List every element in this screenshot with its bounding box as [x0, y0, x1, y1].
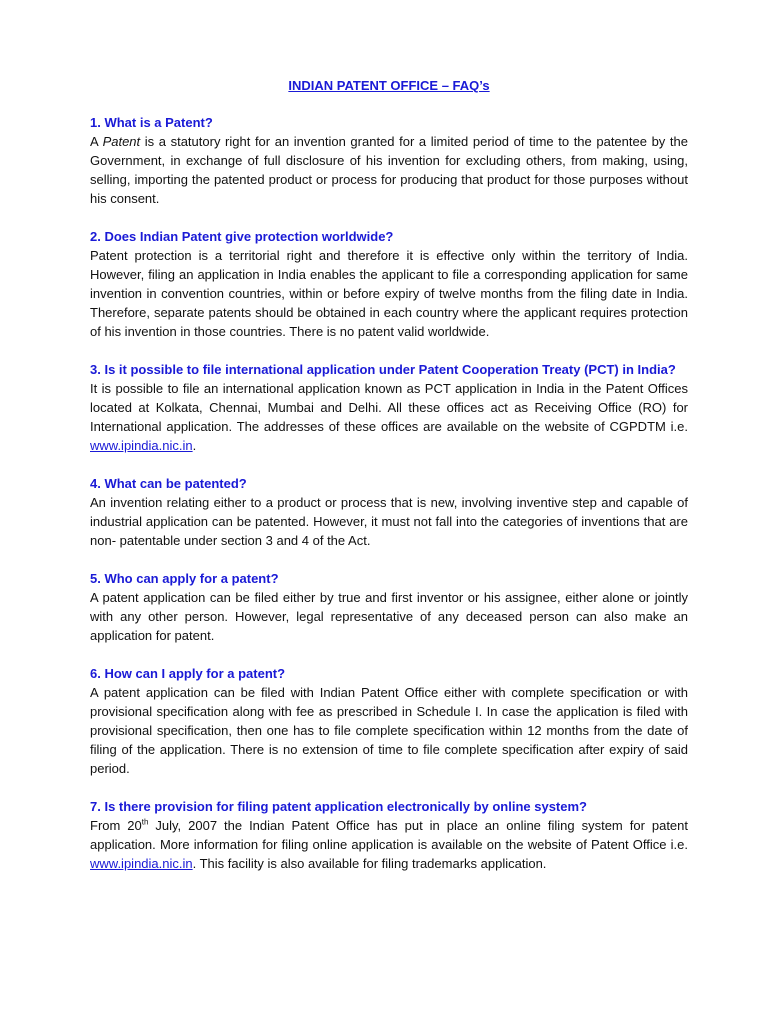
faq-item	[90, 227, 688, 341]
faq-item	[90, 113, 688, 208]
faq-question: 5. Who can apply for a patent?	[90, 571, 279, 586]
faq-question: 3. Is it possible to file international application under Patent Cooperation Treaty (PCT) in India?	[90, 362, 676, 377]
faq-item	[90, 474, 688, 550]
faq-question: 1. What is a Patent?	[90, 115, 213, 130]
italic-term: Patent	[102, 134, 141, 149]
page-title: INDIAN PATENT OFFICE – FAQ’s	[288, 78, 490, 93]
faq-question: 6. How can I apply for a patent?	[90, 666, 286, 681]
website-link[interactable]: www.ipindia.nic.in	[90, 856, 193, 871]
faq-question: 4. What can be patented?	[90, 476, 247, 491]
faq-question: 7. Is there provision for filing patent application electronically by online system?	[90, 799, 587, 814]
faq-answer: An invention relating either to a product or process that is new, involving inventive step and capable of industrial application can be patented. However, it must not fall into the categories of inventions that are non- patentable under section 3 and 4 of the Act.	[90, 495, 688, 548]
website-link[interactable]: www.ipindia.nic.in	[90, 438, 193, 453]
faq-answer: A patent application can be filed either by true and first inventor or his assignee, either alone or jointly with any other person. However, legal representative of any deceased person can also make an application for patent.	[90, 590, 688, 643]
faq-answer: Patent protection is a territorial right and therefore it is effective only within the territory of India. However, filing an application in India enables the applicant to file a corresponding application for same invention in convention countries, within or before expiry of twelve months from the filing date in India. Therefore, separate patents should be obtained in each country where the applicant requires protection of his invention in those countries. There is no patent valid worldwide.	[90, 248, 688, 339]
faq-answer: It is possible to file an international application known as PCT application in India in the Patent Offices located at Kolkata, Chennai, Mumbai and Delhi. All these offices act as Receiving Office (RO) for International application. The addresses of these offices are available on the website of CGPDTM i.e. www.ipindia.nic.in.	[90, 381, 688, 453]
faq-answer: From 20th July, 2007 the Indian Patent Office has put in place an online filing system for patent application. More information for filing online application is available on the website of Patent Office i.e. www.ipindia.nic.in. This facility is also available for filing trademarks application.	[90, 817, 689, 871]
faq-question: 2. Does Indian Patent give protection worldwide?	[90, 229, 394, 244]
faq-answer: A Patent is a statutory right for an invention granted for a limited period of time to the patentee by the Government, in exchange of full disclosure of his invention for excluding others, from making, using, selling, importing the patented product or process for producing that product for those purposes without his consent.	[90, 134, 688, 206]
superscript: th	[141, 817, 149, 827]
faq-answer: A patent application can be filed with Indian Patent Office either with complete specification or with provisional specification along with fee as prescribed in Schedule I. In case the application is filed with provisional specification, then one has to file complete specification within 12 months from the date of filing of the application. There is no extension of time to file complete specification after expiry of said period.	[90, 685, 688, 776]
faq-item	[90, 569, 688, 645]
faq-item	[90, 664, 688, 778]
faq-item	[90, 797, 688, 873]
faq-item	[90, 360, 688, 455]
